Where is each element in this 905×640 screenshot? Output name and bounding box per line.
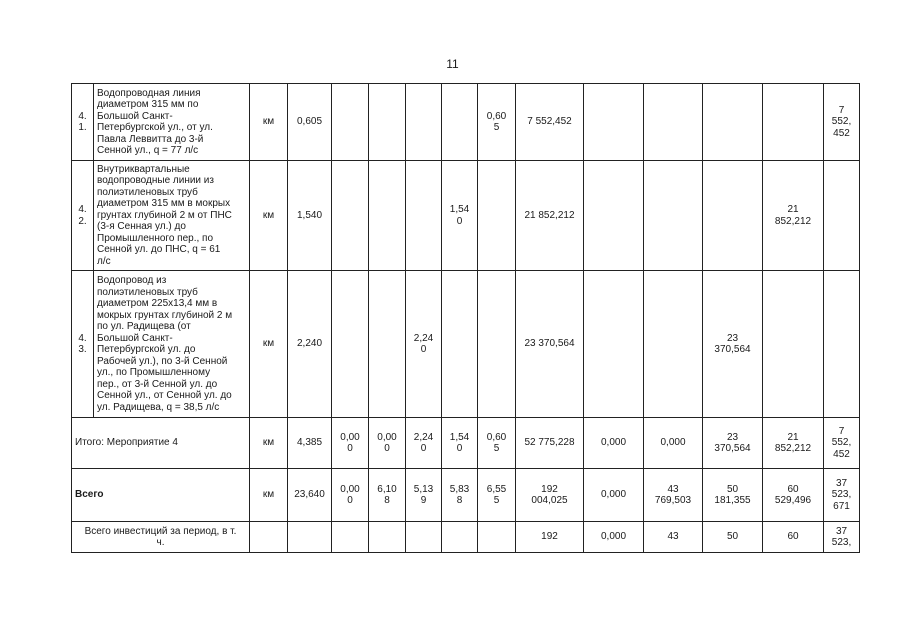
value-cell-y1 [584,84,644,161]
value-cell-c1 [332,84,369,161]
value-cell-c4 [442,84,478,161]
value-cell-y3 [703,84,763,161]
vsego-row [72,469,860,522]
itogo-row [72,418,860,469]
length-cell [288,522,332,553]
value-cell-c4 [442,522,478,553]
value-cell-y1 [584,271,644,418]
value-cell-y3: 23 370,564 [703,418,763,469]
value-cell-c4: 5,83 8 [442,469,478,522]
value-cell-y2 [644,271,703,418]
value-cell-y5: 7 552, 452 [824,418,860,469]
investment-table [71,83,860,553]
value-cell-y5: 37 523, 671 [824,469,860,522]
value-cell-y4: 21 852,212 [763,161,824,271]
value-cell-c2: 6,10 8 [369,469,406,522]
row-number-cell: 4. 3. [72,271,94,418]
value-cell-y2 [644,161,703,271]
value-cell-y5 [824,161,860,271]
value-cell-c5: 0,60 5 [478,84,516,161]
value-cell-y4 [763,271,824,418]
value-cell-c5 [478,161,516,271]
value-cell-c4: 1,54 0 [442,161,478,271]
length-cell: 2,240 [288,271,332,418]
value-cell-c5 [478,522,516,553]
value-cell-c4: 1,54 0 [442,418,478,469]
table-row [72,271,860,418]
row-number-cell: 4. 1. [72,84,94,161]
description-cell: Водопровод из полиэтиленовых труб диаметром 225х13,4 мм в мокрых грунтах глубиной 2 м по ул. Радищева (от Большой Санкт- Петербургской ул. до Рабочей ул.), по 3-й Сенной ул., по Промышленному пер., от 3-й Сенной ул. до Сенной ул., от Сенной ул. до ул. Радищева, q = 38,5 л/с [94,271,250,418]
value-cell-y3: 23 370,564 [703,271,763,418]
value-cell-c3 [406,84,442,161]
row-number-cell: 4. 2. [72,161,94,271]
value-cell-y1: 0,000 [584,522,644,553]
unit-cell: км [250,271,288,418]
value-cell-c2 [369,161,406,271]
invest-row [72,522,860,553]
value-cell-c3: 2,24 0 [406,418,442,469]
unit-cell: км [250,84,288,161]
value-cell-total: 52 775,228 [516,418,584,469]
value-cell-y2 [644,84,703,161]
value-cell-c2 [369,84,406,161]
value-cell-c5: 0,60 5 [478,418,516,469]
description-cell: Водопроводная линия диаметром 315 мм по Большой Санкт- Петербургской ул., от ул. Павла Леввитта до 3-й Сенной ул., q = 77 л/с [94,84,250,161]
value-cell-total: 23 370,564 [516,271,584,418]
value-cell-c3: 2,24 0 [406,271,442,418]
value-cell-y4: 21 852,212 [763,418,824,469]
value-cell-c1: 0,00 0 [332,418,369,469]
summary-label-cell: Всего инвестиций за период, в т. ч. [72,522,250,553]
table-row [72,84,860,161]
unit-cell: км [250,161,288,271]
value-cell-total: 192 004,025 [516,469,584,522]
page-number: 11 [446,57,459,71]
value-cell-total: 21 852,212 [516,161,584,271]
value-cell-c1 [332,161,369,271]
value-cell-c1 [332,271,369,418]
unit-cell [250,522,288,553]
value-cell-y5: 37 523, [824,522,860,553]
value-cell-y2: 43 769,503 [644,469,703,522]
value-cell-c2: 0,00 0 [369,418,406,469]
value-cell-y3: 50 [703,522,763,553]
value-cell-c3 [406,522,442,553]
value-cell-total: 192 [516,522,584,553]
value-cell-y3 [703,161,763,271]
value-cell-y2: 43 [644,522,703,553]
value-cell-y1 [584,161,644,271]
table-row [72,161,860,271]
value-cell-y4: 60 529,496 [763,469,824,522]
value-cell-c5 [478,271,516,418]
value-cell-c4 [442,271,478,418]
length-cell: 4,385 [288,418,332,469]
description-cell: Внутриквартальные водопроводные линии из полиэтиленовых труб диаметром 315 мм в мокрых грунтах глубиной 2 м от ПНС (3-я Сенная ул.) до Промышленного пер., по Сенной ул. до ПНС, q = 61 л/с [94,161,250,271]
value-cell-y2: 0,000 [644,418,703,469]
value-cell-y1: 0,000 [584,418,644,469]
value-cell-c5: 6,55 5 [478,469,516,522]
unit-cell: км [250,469,288,522]
value-cell-c1: 0,00 0 [332,469,369,522]
length-cell: 0,605 [288,84,332,161]
value-cell-c2 [369,522,406,553]
value-cell-c3: 5,13 9 [406,469,442,522]
value-cell-y4 [763,84,824,161]
summary-label-cell: Итого: Мероприятие 4 [72,418,250,469]
unit-cell: км [250,418,288,469]
value-cell-y5: 7 552, 452 [824,84,860,161]
value-cell-y1: 0,000 [584,469,644,522]
value-cell-c1 [332,522,369,553]
value-cell-y3: 50 181,355 [703,469,763,522]
value-cell-y5 [824,271,860,418]
value-cell-c2 [369,271,406,418]
length-cell: 1,540 [288,161,332,271]
value-cell-y4: 60 [763,522,824,553]
length-cell: 23,640 [288,469,332,522]
value-cell-c3 [406,161,442,271]
summary-label-cell: Всего [72,469,250,522]
value-cell-total: 7 552,452 [516,84,584,161]
